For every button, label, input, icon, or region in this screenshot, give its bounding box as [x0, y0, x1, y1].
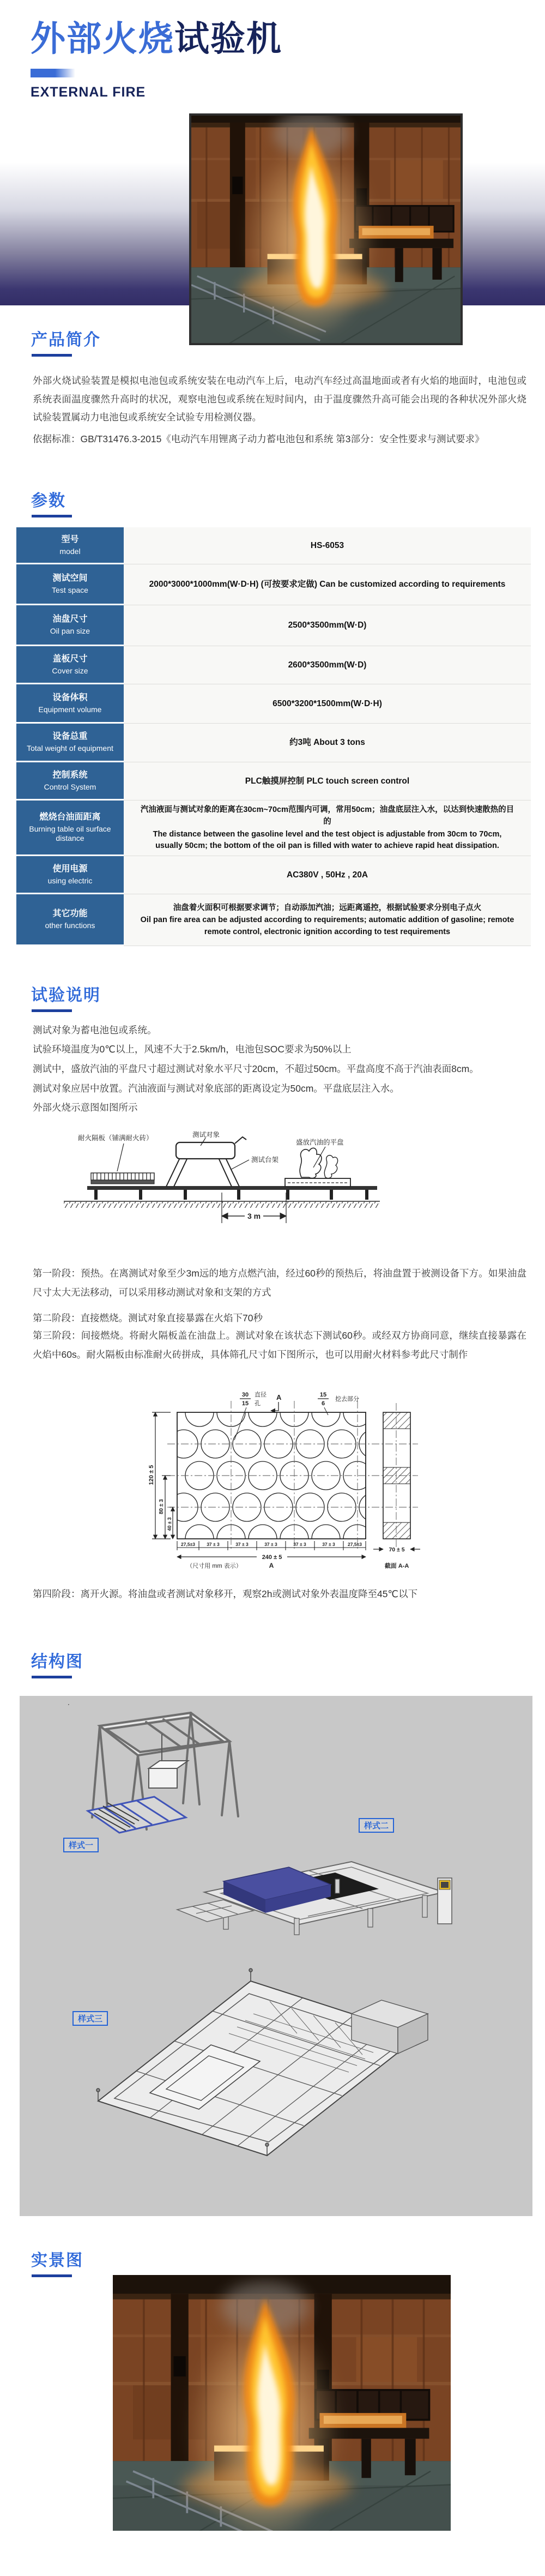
table-row [16, 762, 531, 801]
structure-render-platform [68, 1962, 439, 2180]
cut-callout-label: 挖去部分 [335, 1396, 359, 1403]
schematic-label-object: 测试对象 [192, 1131, 220, 1139]
hole-callout-denominator: 15 [241, 1400, 249, 1407]
schematic-oil-pan [285, 1148, 350, 1187]
title-accent-bar [31, 69, 75, 77]
intro-paragraph: 外部火烧试验装置是模拟电池包或系统安装在电动汽车上后，电动汽车经过高温地面或者有火焰的地面时，电池包或系统表面温度骤然升高时的状况，观察电池包或系统在短时间内，由于温度骤然升高可能会出现的各种状况外部火烧试验装置属动力电池包或系统安全试验专用检测仪器。 [33, 375, 526, 423]
param-value: 2000*3000*1000mm(W·D·H) (可按要求定做) Can be customized according to requirements [124, 564, 531, 605]
param-label: 燃烧台油面距离 Burning table oil surface distance [16, 801, 124, 856]
param-label: 型号 model [16, 527, 124, 564]
stage-2-text: 第二阶段：直接燃烧。测试对象直接暴露在火焰下70秒 [33, 1313, 263, 1323]
dim-27-right: 27,5±3 [348, 1542, 362, 1547]
section-dash-real [32, 2274, 72, 2277]
section-aa-caption: 截面 A-A [384, 1563, 409, 1569]
structure-render-table [172, 1850, 461, 1937]
test-line-4: 测试对象应居中放置。汽油液面与测试对象底部的距离设定为50cm。平盘底层注入水。 [33, 1083, 399, 1094]
test-line-3: 测试中，盛放汽油的平盘尺寸超过测试对象水平尺寸20cm，不超过50cm。平盘高度不高于汽油表面8cm。 [33, 1063, 479, 1074]
param-value: 6500*3200*1500mm(W·D·H) [124, 684, 531, 724]
section-title-params: 参数 [31, 492, 66, 510]
param-label: 使用电源 using electric [16, 856, 124, 894]
dim-40: 40 ± 3 [167, 1517, 172, 1531]
table-row [16, 527, 531, 564]
param-value: PLC触摸屏控制 PLC touch screen control [124, 762, 531, 801]
test-line-2: 试验环境温度为0℃以上，风速不大于2.5km/h，电池包SOC要求为50%以上 [33, 1044, 352, 1055]
real-scene-photo [113, 2275, 451, 2531]
param-label: 其它功能 other functions [16, 894, 124, 946]
section-dash-structure [32, 1676, 72, 1678]
param-label: 控制系统 Control System [16, 762, 124, 801]
param-label: 测试空间 Test space [16, 564, 124, 605]
page-title [31, 21, 282, 57]
dim-240: 240 ± 5 [262, 1554, 282, 1561]
table-row [16, 856, 531, 894]
intro-standard: 依据标准：GB/T31476.3-2015《电动汽车用锂离子动力蓄电池包和系统 第3部分：安全性要求与测试要求》 [33, 434, 485, 444]
hole-callout-label-1: 直径 [255, 1392, 267, 1398]
table-row [16, 646, 531, 684]
schematic-dim-3m: 3 m [247, 1212, 261, 1220]
section-title-real: 实景图 [31, 2252, 83, 2270]
page-title-highlight: 外部火烧 [31, 19, 174, 58]
cut-callout-denominator: 6 [321, 1400, 325, 1407]
param-label: 设备总重 Total weight of equipment [16, 724, 124, 762]
fire-test-schematic [57, 1131, 384, 1230]
stage-1-text: 第一阶段：预热。在离测试对象至少3m远的地方点燃汽油，经过60秒的预热后，将油盘置于被测设备下方。如果油盘尺寸太大无法移动，可以采用移动测试对象和支架的方式 [33, 1268, 526, 1298]
param-label: 设备体积 Equipment volume [16, 684, 124, 724]
hole-callout-numerator: 30 [241, 1392, 249, 1398]
structure-style-2-label: 样式二 [359, 1818, 394, 1833]
structure-render-gantry [68, 1704, 248, 1840]
structure-style-1-label: 样式一 [63, 1838, 99, 1852]
section-dash-intro [32, 354, 72, 357]
dim-37: 37 ± 3 [235, 1542, 249, 1547]
param-value: AC380V , 50Hz , 20A [124, 856, 531, 894]
dim-37: 37 ± 3 [207, 1542, 220, 1547]
param-value: 油盘着火面积可根据要求调节；自动添加汽油；远距离遥控，根据试验要求分别电子点火 Oil pan fire area can be adjusted according to requirements; automatic addition of gasoline; remote remote control, electronic ignition according to test requirements [124, 894, 531, 946]
refractory-plate-drawing [134, 1388, 428, 1570]
dim-120: 120 ± 5 [148, 1465, 155, 1485]
table-row [16, 605, 531, 646]
table-row [16, 684, 531, 724]
schematic-refractory-plate [91, 1173, 154, 1180]
page-subtitle: EXTERNAL FIRE [31, 85, 146, 100]
drawing-units-note: （尺寸用 mm 表示） [186, 1563, 242, 1569]
hero-fire-photo [189, 113, 463, 345]
stage-4-text: 第四阶段：离开火源。将油盘或者测试对象移开，观察2h或测试对象外表温度降至45℃以下 [33, 1588, 418, 1599]
param-value: 2500*3500mm(W·D) [124, 605, 531, 646]
schematic-label-stand: 测试台架 [251, 1156, 279, 1164]
section-title-intro: 产品简介 [31, 331, 101, 349]
schematic-label-pan: 盛放汽油的平盘 [296, 1139, 344, 1146]
param-value: 2600*3500mm(W·D) [124, 646, 531, 684]
stage-3-text: 第三阶段：间接燃烧。将耐火隔板盖在油盘上。测试对象在该状态下测试60秒。或经双方协商同意，继续直接暴露在火焰中60s。耐火隔板由标准耐火砖拼成，具体筛孔尺寸如下图所示，也可以用耐火材料参考此尺寸制作 [33, 1330, 526, 1360]
dim-70: 70 ± 5 [389, 1546, 405, 1553]
page-title-rest: 试验机 [174, 19, 282, 58]
schematic-test-object [176, 1142, 235, 1159]
section-title-test: 试验说明 [31, 986, 101, 1004]
dim-27-left: 27,5±3 [181, 1542, 195, 1547]
section-dash-params [32, 515, 72, 517]
cut-callout-numerator: 15 [319, 1392, 327, 1398]
table-row [16, 724, 531, 762]
param-value: 约3吨 About 3 tons [124, 724, 531, 762]
table-row [16, 894, 531, 946]
structure-style-3-label: 样式三 [72, 2011, 108, 2026]
parameters-table [16, 527, 531, 946]
section-mark-a-bottom: A [269, 1562, 274, 1569]
test-line-5: 外部火烧示意图如图所示 [33, 1102, 138, 1113]
table-row [16, 801, 531, 856]
test-line-1: 测试对象为蓄电池包或系统。 [33, 1025, 157, 1036]
hole-callout-label-2: 孔 [255, 1400, 261, 1407]
schematic-label-plate: 耐火隔板（铺满耐火砖） [78, 1134, 153, 1142]
table-row [16, 564, 531, 605]
section-title-structure: 结构图 [31, 1653, 83, 1671]
dim-37: 37 ± 3 [264, 1542, 277, 1547]
section-mark-a-top: A [276, 1393, 282, 1401]
section-dash-test [32, 1009, 72, 1012]
dim-37: 37 ± 3 [293, 1542, 306, 1547]
param-value: 汽油液面与测试对象的距离在30cm~70cm范围内可调，常用50cm；油盘底层注入水，以达到快速散热的目的 The distance between the gasoline level and the test object is adjustable from 30cm to 70cm, usually 50cm; the bottom of the oil pan is filled with water to achieve rapid heat dissipation. [124, 801, 531, 856]
param-label: 油盘尺寸 Oil pan size [16, 605, 124, 646]
dim-37: 37 ± 3 [322, 1542, 335, 1547]
param-value: HS-6053 [124, 527, 531, 564]
param-label: 盖板尺寸 Cover size [16, 646, 124, 684]
dim-80: 80 ± 3 [159, 1499, 165, 1514]
